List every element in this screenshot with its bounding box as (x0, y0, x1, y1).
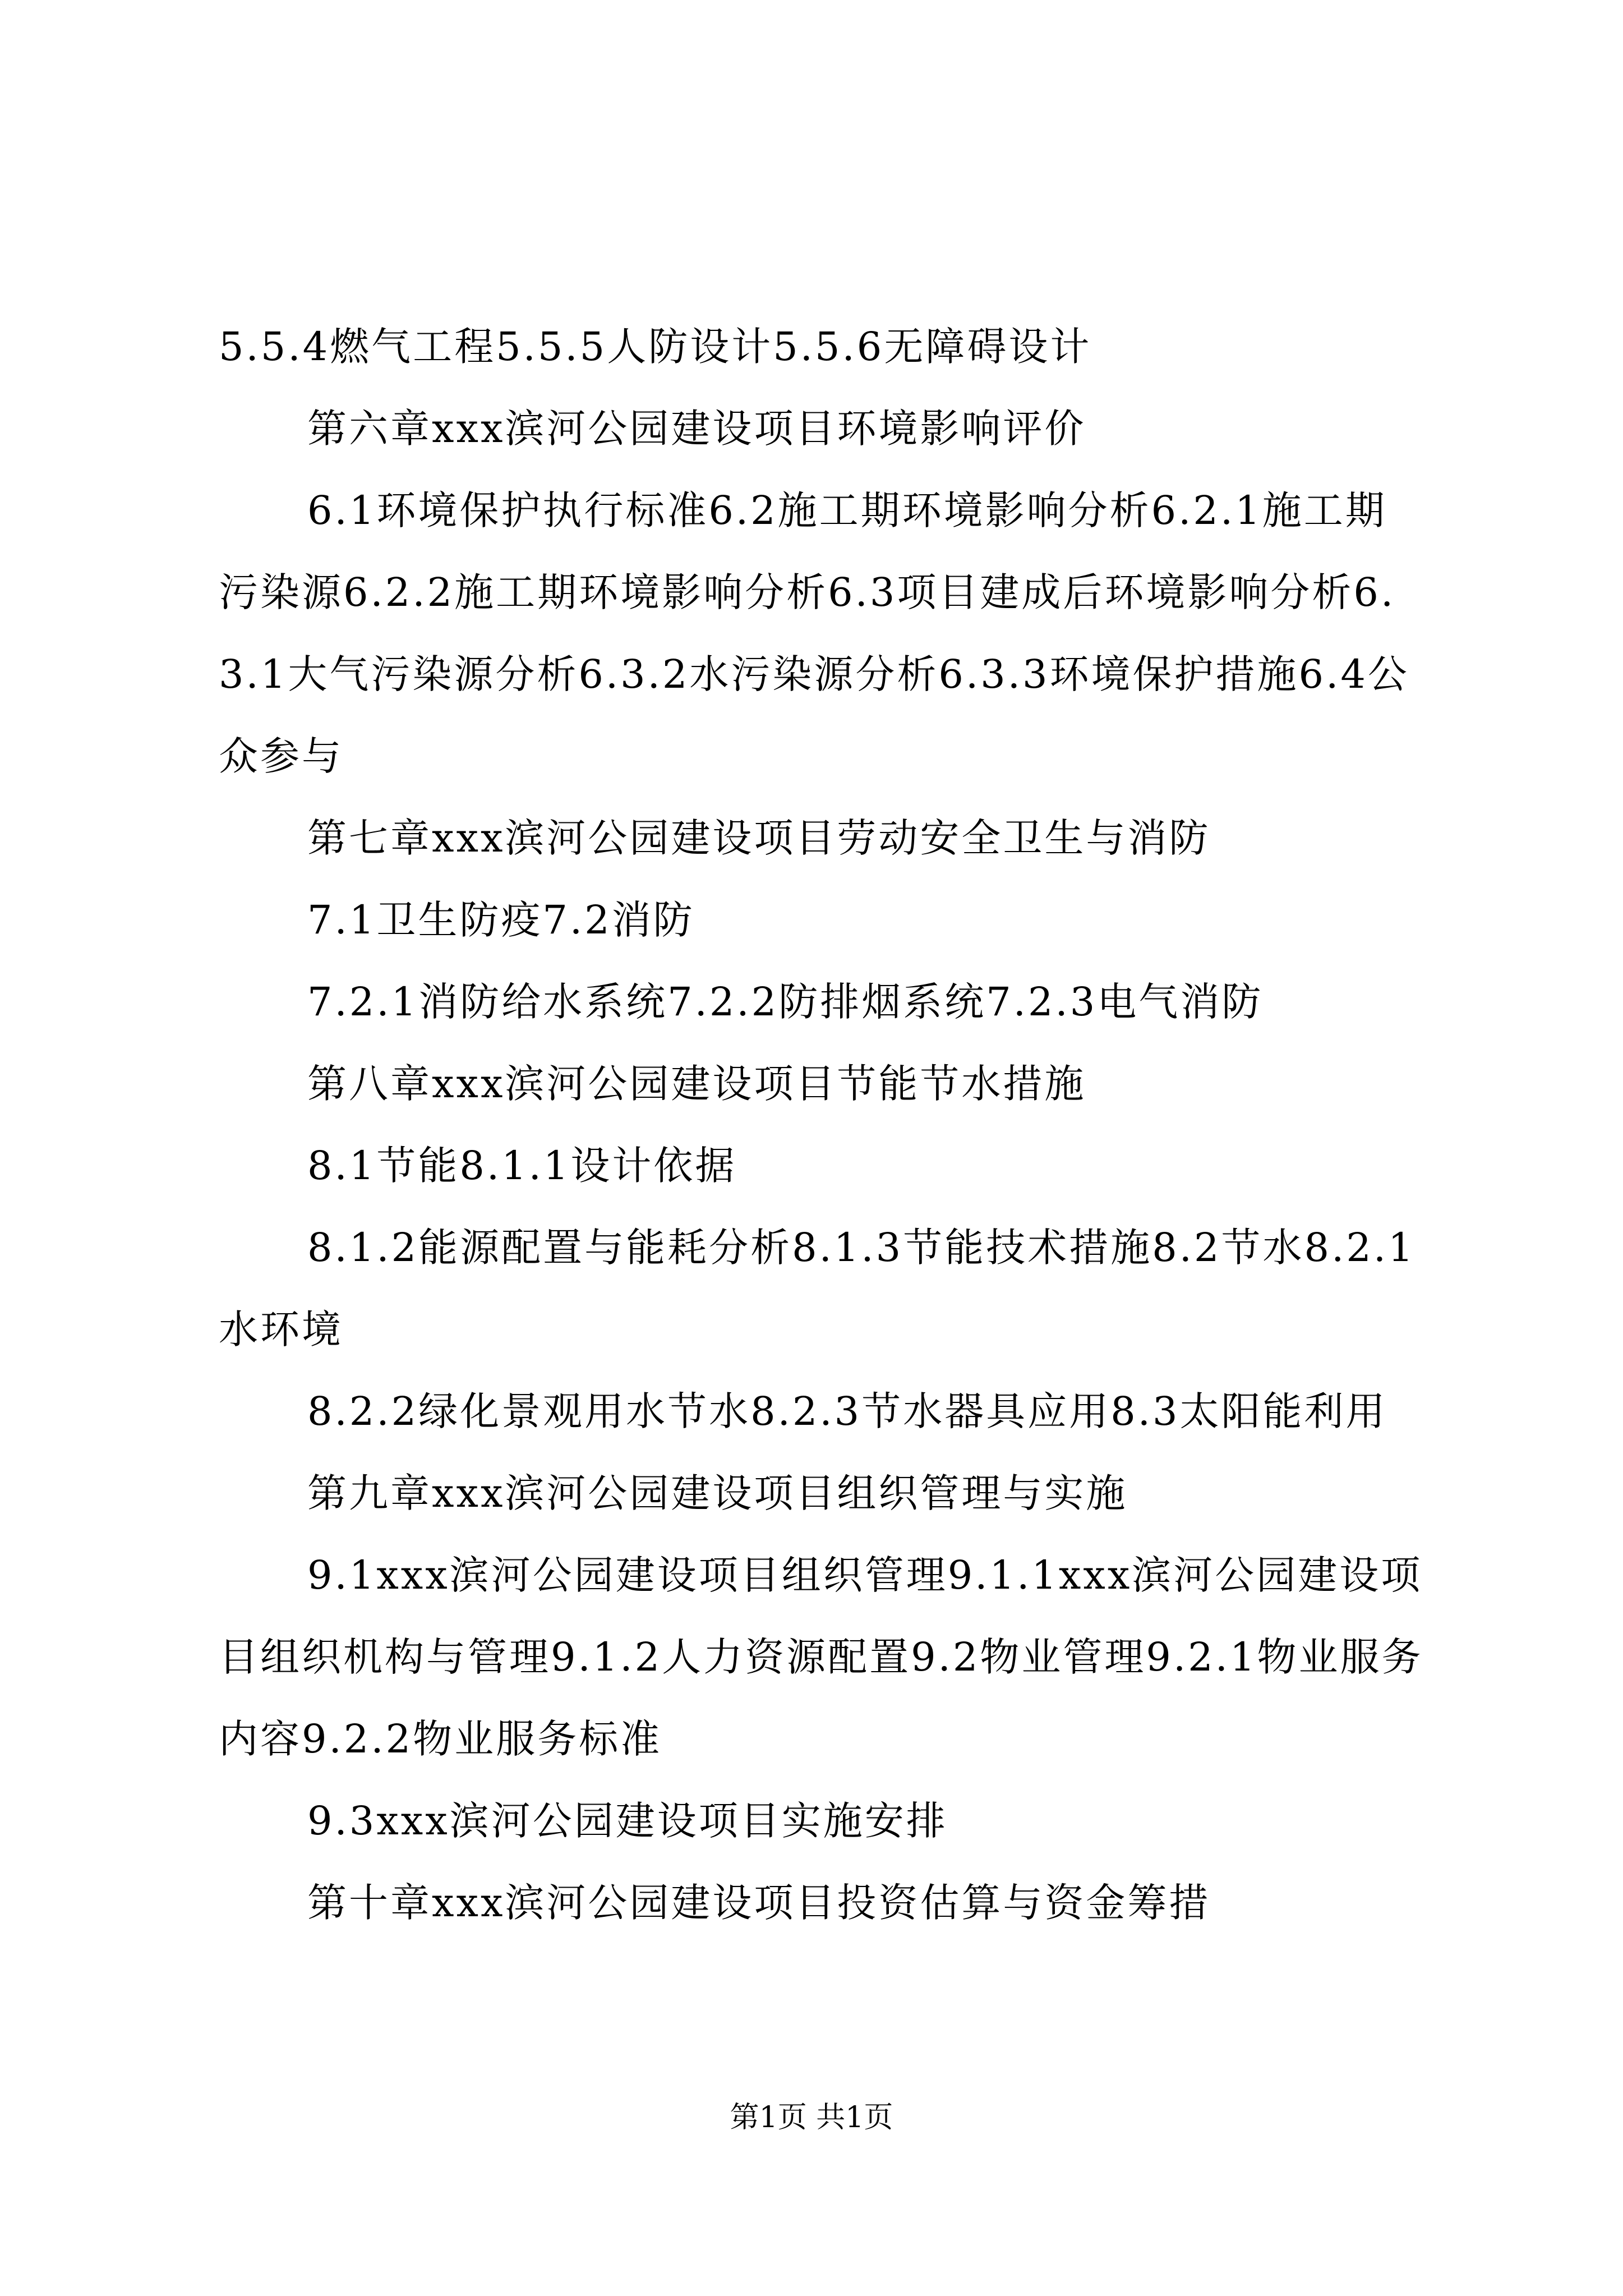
paragraph-0: 5.5.4燃气工程5.5.5人防设计5.5.6无障碍设计 (219, 324, 1092, 370)
paragraph-9: 8.2.2绿化景观用水节水8.2.3节水器具应用8.3太阳能利用 (307, 1388, 1387, 1434)
paragraph-11: 9.1xxx滨河公园建设项目组织管理9.1.1xxx滨河公园建设项目组织机构与管理9.1.2人力资源配置9.2物业管理9.2.1物业服务内容9.2.2物业服务标准 (219, 1552, 1423, 1762)
chapter-6-heading: 第六章xxx滨河公园建设项目环境影响评价 (307, 406, 1086, 452)
paragraph-7: 8.1节能8.1.1设计依据 (307, 1143, 737, 1189)
paragraph-12: 9.3xxx滨河公园建设项目实施安排 (307, 1798, 948, 1844)
paragraph-2: 6.1环境保护执行标准6.2施工期环境影响分析6.2.1施工期污染源6.2.2施工期环境影响分析6.3项目建成后环境影响分析6.3.1大气污染源分析6.3.2水污染源分析6.3.3环境保护措施6.4公众参与 (219, 487, 1409, 779)
chapter-7-heading: 第七章xxx滨河公园建设项目劳动安全卫生与消防 (307, 815, 1211, 861)
chapter-8-heading: 第八章xxx滨河公园建设项目节能节水措施 (307, 1061, 1086, 1107)
document-body (219, 306, 1424, 1944)
paragraph-8: 8.1.2能源配置与能耗分析8.1.3节能技术措施8.2节水8.2.1水环境 (219, 1225, 1415, 1352)
paragraph-4: 7.1卫生防疫7.2消防 (307, 897, 695, 943)
paragraph-5: 7.2.1消防给水系统7.2.2防排烟系统7.2.3电气消防 (307, 979, 1264, 1025)
chapter-10-heading: 第十章xxx滨河公园建设项目投资估算与资金筹措 (307, 1880, 1211, 1926)
chapter-9-heading: 第九章xxx滨河公园建设项目组织管理与实施 (307, 1470, 1128, 1516)
page-footer: 第1页 共1页 (730, 2101, 893, 2134)
